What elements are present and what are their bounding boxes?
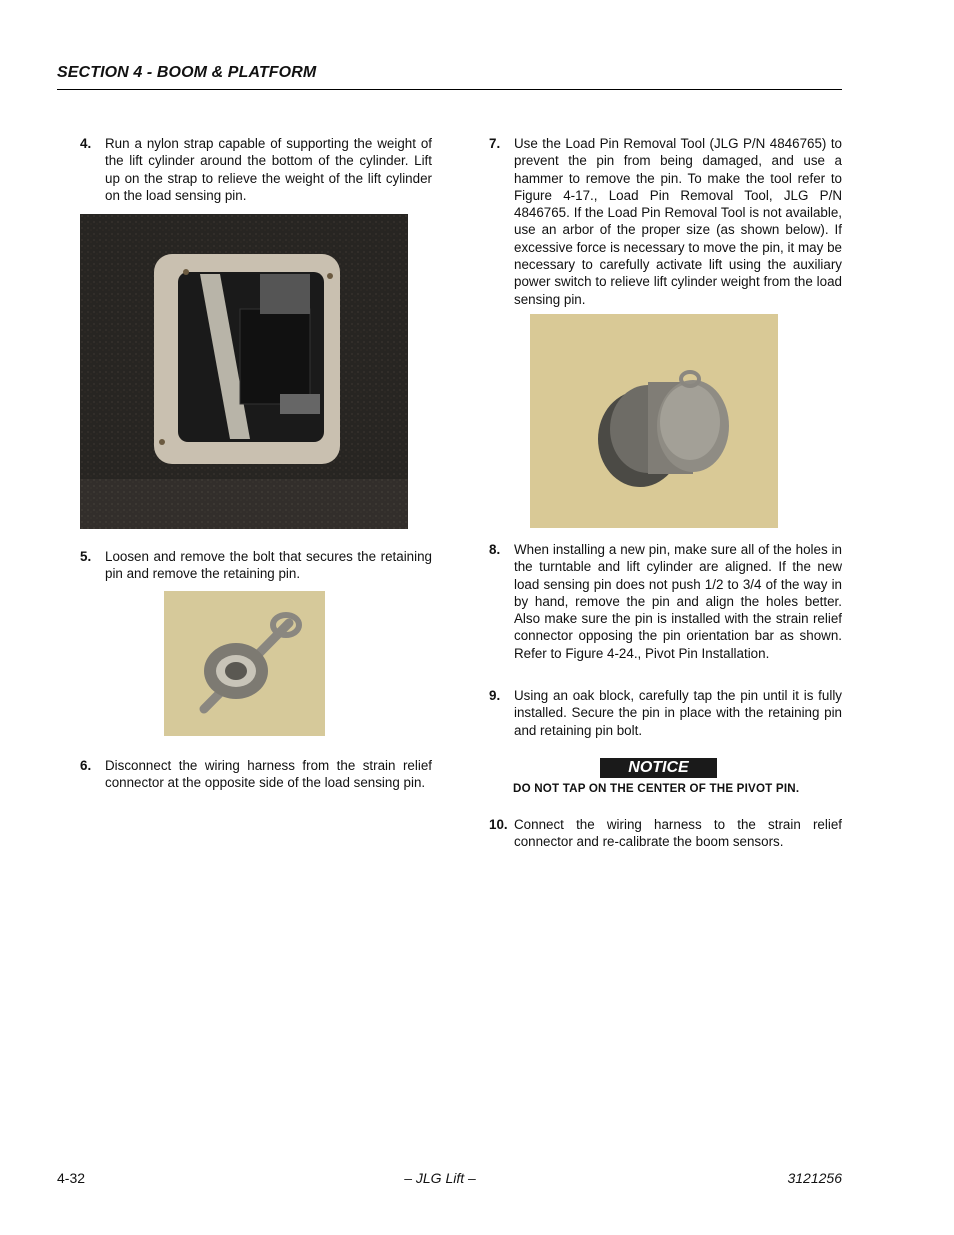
photo-retaining-pin [164, 591, 325, 736]
document-number: 3121256 [787, 1170, 842, 1186]
step-number: 9. [489, 688, 501, 703]
section-title: SECTION 4 - BOOM & PLATFORM [57, 64, 317, 81]
step-number: 4. [80, 136, 92, 151]
step-5 [80, 548, 432, 583]
step-text: Connect the wiring harness to the strain relief connector and re-calibrate the boom sensors. [514, 817, 842, 850]
step-number: 7. [489, 136, 501, 151]
step-8 [489, 541, 842, 662]
step-number: 6. [80, 758, 92, 773]
step-text: Using an oak block, carefully tap the pin until it is fully installed. Secure the pin in place with the retaining pin and retaining pin bolt. [514, 688, 842, 738]
step-7 [489, 135, 842, 308]
step-number: 8. [489, 542, 501, 557]
step-number: 5. [80, 549, 92, 564]
step-number: 10. [489, 817, 508, 832]
footer-brand: – JLG Lift – [404, 1170, 476, 1186]
step-text: Run a nylon strap capable of supporting the weight of the lift cylinder around the bottom of the cylinder. Lift up on the strap to relieve the weight of the lift cylinder on the load sensing pin. [105, 136, 432, 203]
notice-text: DO NOT TAP ON THE CENTER OF THE PIVOT PIN. [513, 782, 800, 795]
step-10 [489, 816, 842, 851]
page-number: 4-32 [57, 1170, 86, 1186]
header-divider [57, 89, 842, 90]
step-text: Use the Load Pin Removal Tool (JLG P/N 4846765) to prevent the pin from being damaged, and use a hammer to remove the pin. To make the tool refer to Figure 4-17., Load Pin Removal Tool, JLG P/N 4846765. If the Load Pin Removal Tool is not available, use an arbor of the proper size (as shown below). If excessive force is necessary to move the pin, it may be necessary to carefully activate lift using the auxiliary power switch to relieve lift cylinder weight from the load sensing pin. [514, 136, 842, 307]
step-6 [80, 757, 432, 792]
step-9 [489, 687, 842, 739]
step-4 [80, 135, 432, 204]
photo-access-panel [80, 214, 408, 529]
photo-arbor-pin [530, 314, 778, 528]
step-text: When installing a new pin, make sure all of the holes in the turntable and lift cylinder are aligned. If the new load sensing pin does not push 1/2 to 3/4 of the way in by hand, remove the pin and align the holes better. Also make sure the pin is installed with the strain relief connector opposing the pin orientation bar as shown. Refer to Figure 4-24., Pivot Pin Installation. [514, 542, 842, 661]
step-text: Disconnect the wiring harness from the strain relief connector at the opposite side of the load sensing pin. [105, 758, 432, 791]
step-text: Loosen and remove the bolt that secures the retaining pin and remove the retaining pin. [105, 549, 432, 582]
notice-label: NOTICE [600, 758, 717, 778]
